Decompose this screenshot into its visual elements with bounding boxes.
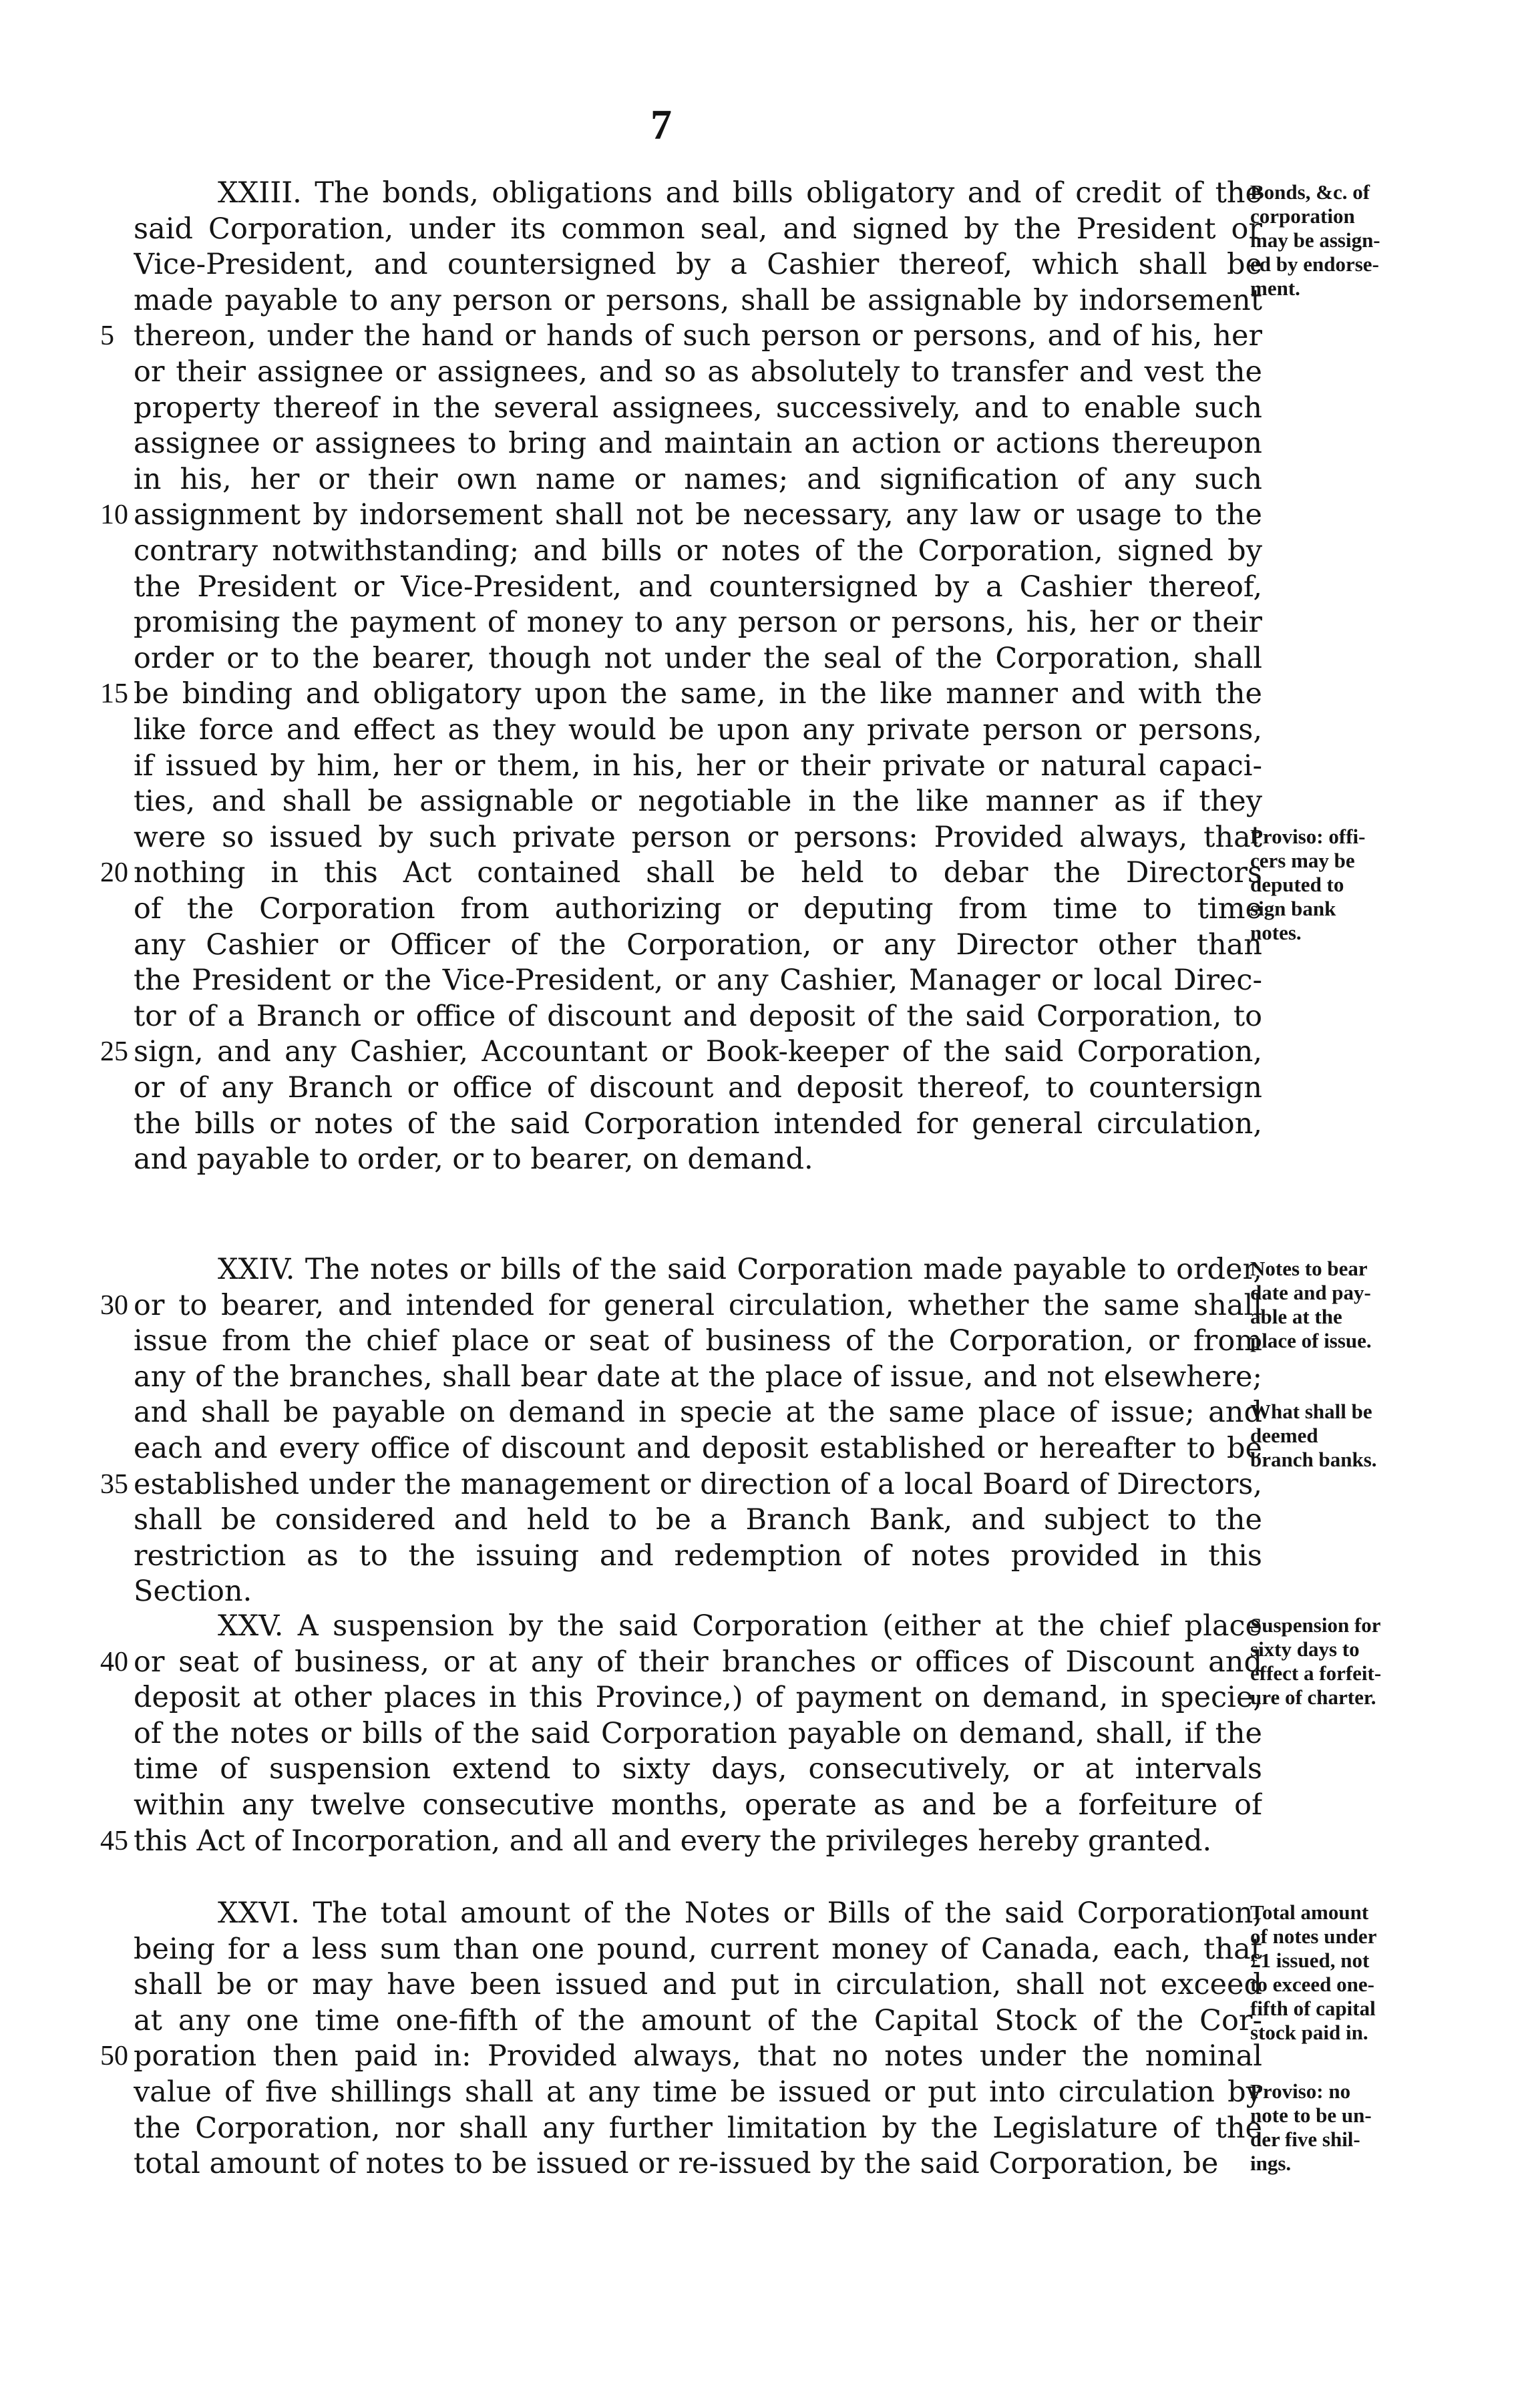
- line-text: the President or the Vice-President, or any Cashier, Manager or local Direc-: [134, 964, 1262, 997]
- line-text: any Cashier or Officer of the Corporation, or any Director other than: [134, 928, 1262, 962]
- text-line: [100, 211, 1276, 247]
- line-text: ties, and shall be assignable or negotiable in the like manner as if they: [134, 785, 1262, 818]
- text-line: [100, 1502, 1276, 1538]
- margin-note-line: may be assign-: [1250, 228, 1380, 252]
- line-number: 40: [100, 1647, 128, 1677]
- text-line: [100, 2146, 1276, 2182]
- line-text: being for a less sum than one pound, current money of Canada, each, that: [134, 1933, 1262, 1966]
- line-number: 30: [100, 1290, 128, 1321]
- line-text: made payable to any person or persons, shall be assignable by indorsement: [134, 284, 1262, 317]
- line-text: were so issued by such private person or persons: Provided always, that: [134, 821, 1262, 854]
- text-line: [100, 1716, 1276, 1752]
- line-text: each and every office of discount and deposit established or hereafter to be: [134, 1432, 1262, 1465]
- line-text: XXIII. The bonds, obligations and bills obligatory and of credit of the: [218, 176, 1262, 210]
- text-line: [100, 461, 1276, 497]
- text-line: [100, 1823, 1276, 1859]
- line-number: 50: [100, 2041, 128, 2071]
- line-text: or to bearer, and intended for general circulation, whether the same shall: [134, 1289, 1262, 1322]
- text-line: [100, 1287, 1276, 1324]
- margin-note: [1250, 1900, 1431, 2045]
- margin-note-line: deputed to: [1250, 873, 1344, 896]
- margin-note-line: Notes to bear: [1250, 1257, 1368, 1280]
- line-text: restriction as to the issuing and redemption of notes provided in this: [134, 1539, 1262, 1573]
- line-text: or seat of business, or at any of their branches or offices of Discount and: [134, 1645, 1262, 1679]
- line-number: 15: [100, 678, 128, 709]
- line-text: nothing in this Act contained shall be held to debar the Directors: [134, 856, 1262, 889]
- margin-note-line: note to be un-: [1250, 2103, 1372, 2127]
- margin-note-line: of notes under: [1250, 1925, 1377, 1948]
- line-text: thereon, under the hand or hands of such person or persons, and of his, her: [134, 319, 1262, 353]
- text-line: [100, 1430, 1276, 1466]
- line-text: total amount of notes to be issued or re-issued by the said Corporation, be: [134, 2147, 1219, 2180]
- line-number: 45: [100, 1826, 128, 1856]
- text-line: [100, 604, 1276, 640]
- line-number: 10: [100, 499, 128, 530]
- margin-note-line: What shall be: [1250, 1400, 1372, 1423]
- line-text: assignment by indorsement shall not be necessary, any law or usage to the: [134, 498, 1262, 532]
- line-text: promising the payment of money to any person or persons, his, her or their: [134, 606, 1262, 639]
- text-line: [100, 1679, 1276, 1716]
- line-text: Vice-President, and countersigned by a Cashier thereof, which shall be: [134, 248, 1262, 281]
- line-text: contrary notwithstanding; and bills or notes of the Corporation, signed by: [134, 534, 1262, 568]
- line-text: Section.: [134, 1575, 252, 1608]
- margin-note-line: Total amount: [1250, 1900, 1369, 1924]
- line-text: or their assignee or assignees, and so as absolutely to transfer and vest the: [134, 355, 1262, 389]
- text-line: [100, 318, 1276, 354]
- line-text: within any twelve consecutive months, operate as and be a forfeiture of: [134, 1788, 1262, 1822]
- line-text: XXVI. The total amount of the Notes or Bills of the said Corporation,: [218, 1896, 1262, 1930]
- margin-note-line: date and pay-: [1250, 1281, 1371, 1304]
- line-number: 5: [100, 321, 114, 351]
- line-text: XXIV. The notes or bills of the said Corporation made payable to order,: [218, 1253, 1262, 1286]
- margin-note-line: notes.: [1250, 921, 1302, 944]
- line-text: poration then paid in: Provided always, that no notes under the nominal: [134, 2039, 1262, 2073]
- margin-note-line: stock paid in.: [1250, 2021, 1368, 2044]
- margin-note-line: fifth of capital: [1250, 1997, 1376, 2020]
- line-text: deposit at other places in this Province,) of payment on demand, in specie,: [134, 1681, 1262, 1714]
- text-line: [100, 569, 1276, 605]
- text-line: [100, 1034, 1276, 1070]
- line-text: this Act of Incorporation, and all and every the privileges hereby granted.: [134, 1824, 1212, 1858]
- margin-note-line: sign bank: [1250, 897, 1336, 920]
- line-text: order or to the bearer, though not under the seal of the Corporation, shall: [134, 642, 1262, 675]
- line-number: 25: [100, 1036, 128, 1067]
- text-line: [100, 1751, 1276, 1787]
- margin-note: [1250, 1613, 1431, 1710]
- line-text: established under the management or direction of a local Board of Directors,: [134, 1468, 1262, 1501]
- text-line: [100, 497, 1276, 533]
- margin-note-line: ed by endorse-: [1250, 252, 1379, 276]
- text-line: [100, 1787, 1276, 1823]
- margin-note-line: Bonds, &c. of: [1250, 180, 1370, 204]
- text-line: [100, 1573, 1276, 1609]
- text-line: [100, 1967, 1276, 2003]
- line-text: of the notes or bills of the said Corporation payable on demand, shall, if the: [134, 1717, 1262, 1750]
- line-text: and shall be payable on demand in specie at the same place of issue; and: [134, 1396, 1262, 1429]
- line-number: 20: [100, 857, 128, 888]
- text-line: [100, 1070, 1276, 1106]
- line-text: issue from the chief place or seat of business of the Corporation, or from: [134, 1324, 1262, 1358]
- line-text: the President or Vice-President, and countersigned by a Cashier thereof,: [134, 570, 1262, 604]
- text-line: [100, 533, 1276, 569]
- margin-note-line: £1 issued, not: [1250, 1949, 1370, 1972]
- text-line: [100, 819, 1276, 855]
- margin-note: [1250, 1400, 1431, 1472]
- text-line: [100, 1644, 1276, 1680]
- line-text: or of any Branch or office of discount and deposit thereof, to countersign: [134, 1071, 1262, 1105]
- text-line: [100, 891, 1276, 927]
- line-text: time of suspension extend to sixty days, consecutively, or at intervals: [134, 1752, 1262, 1786]
- line-text: and payable to order, or to bearer, on demand.: [134, 1143, 813, 1176]
- margin-note-line: branch banks.: [1250, 1448, 1377, 1471]
- text-line: [100, 175, 1276, 211]
- line-text: shall be or may have been issued and put in circulation, shall not exceed: [134, 1968, 1262, 2001]
- margin-note-line: ings.: [1250, 2152, 1292, 2175]
- line-text: the bills or notes of the said Corporation intended for general circulation,: [134, 1107, 1262, 1141]
- line-text: the Corporation, nor shall any further limitation by the Legislature of the: [134, 2112, 1262, 2145]
- text-line: [100, 927, 1276, 963]
- margin-note-line: sixty days to: [1250, 1637, 1360, 1661]
- text-line: [100, 1359, 1276, 1395]
- text-line: [100, 2003, 1276, 2039]
- text-line: [100, 2074, 1276, 2110]
- margin-note: [1250, 2079, 1431, 2176]
- margin-note: [1250, 1257, 1431, 1353]
- line-text: property thereof in the several assignees, successively, and to enable such: [134, 391, 1262, 425]
- margin-note-line: to exceed one-: [1250, 1973, 1374, 1996]
- text-line: [100, 1251, 1276, 1287]
- line-text: value of five shillings shall at any time be issued or put into circulation by: [134, 2075, 1262, 2109]
- margin-note-line: Proviso: offi-: [1250, 825, 1366, 848]
- text-line: [100, 640, 1276, 676]
- line-text: of the Corporation from authorizing or deputing from time to time: [134, 892, 1262, 926]
- margin-note-line: Suspension for: [1250, 1613, 1381, 1637]
- text-line: [100, 855, 1276, 891]
- margin-note: [1250, 825, 1431, 945]
- margin-note-line: cers may be: [1250, 849, 1355, 872]
- text-line: [100, 1931, 1276, 1967]
- line-text: XXV. A suspension by the said Corporation (either at the chief place: [218, 1609, 1262, 1643]
- text-line: [100, 2110, 1276, 2146]
- text-line: [100, 354, 1276, 390]
- line-text: at any one time one-fifth of the amount of the Capital Stock of the Cor-: [134, 2004, 1262, 2037]
- text-line: [100, 1394, 1276, 1430]
- text-line: [100, 783, 1276, 819]
- text-line: [100, 246, 1276, 282]
- line-text: be binding and obligatory upon the same, in the like manner and with the: [134, 677, 1262, 711]
- line-text: in his, her or their own name or names; and signification of any such: [134, 463, 1262, 496]
- margin-note-line: ure of charter.: [1250, 1685, 1376, 1709]
- text-line: [100, 1466, 1276, 1502]
- line-text: if issued by him, her or them, in his, her or their private or natural capaci-: [134, 749, 1262, 783]
- text-line: [100, 282, 1276, 319]
- margin-note-line: ment.: [1250, 276, 1300, 300]
- text-line: [100, 390, 1276, 426]
- line-text: tor of a Branch or office of discount and deposit of the said Corporation, to: [134, 1000, 1262, 1033]
- line-number: 35: [100, 1469, 128, 1500]
- page-number: 7: [650, 101, 672, 148]
- text-line: [100, 962, 1276, 998]
- margin-note-line: Proviso: no: [1250, 2079, 1351, 2103]
- margin-note-line: der five shil-: [1250, 2128, 1360, 2151]
- margin-note: [1250, 180, 1431, 300]
- line-text: like force and effect as they would be upon any private person or persons,: [134, 713, 1262, 747]
- text-line: [100, 748, 1276, 784]
- margin-note-line: able at the: [1250, 1305, 1342, 1328]
- text-line: [100, 998, 1276, 1034]
- text-line: [100, 712, 1276, 748]
- line-text: said Corporation, under its common seal, and signed by the President or: [134, 212, 1262, 246]
- text-line: [100, 2038, 1276, 2074]
- text-line: [100, 1106, 1276, 1142]
- text-line: [100, 1538, 1276, 1574]
- line-text: assignee or assignees to bring and maintain an action or actions thereupon: [134, 427, 1262, 460]
- text-line: [100, 1895, 1276, 1931]
- margin-note-line: effect a forfeit-: [1250, 1661, 1382, 1685]
- line-text: sign, and any Cashier, Accountant or Book-keeper of the said Corporation,: [134, 1035, 1262, 1068]
- text-line: [100, 1141, 1276, 1177]
- line-text: any of the branches, shall bear date at the place of issue, and not elsewhere;: [134, 1360, 1262, 1394]
- margin-note-line: corporation: [1250, 204, 1355, 228]
- text-line: [100, 1608, 1276, 1644]
- margin-note-line: place of issue.: [1250, 1329, 1372, 1352]
- text-line: [100, 425, 1276, 461]
- margin-note-line: deemed: [1250, 1424, 1318, 1447]
- text-line: [100, 1323, 1276, 1359]
- line-text: shall be considered and held to be a Branch Bank, and subject to the: [134, 1503, 1262, 1537]
- text-line: [100, 676, 1276, 712]
